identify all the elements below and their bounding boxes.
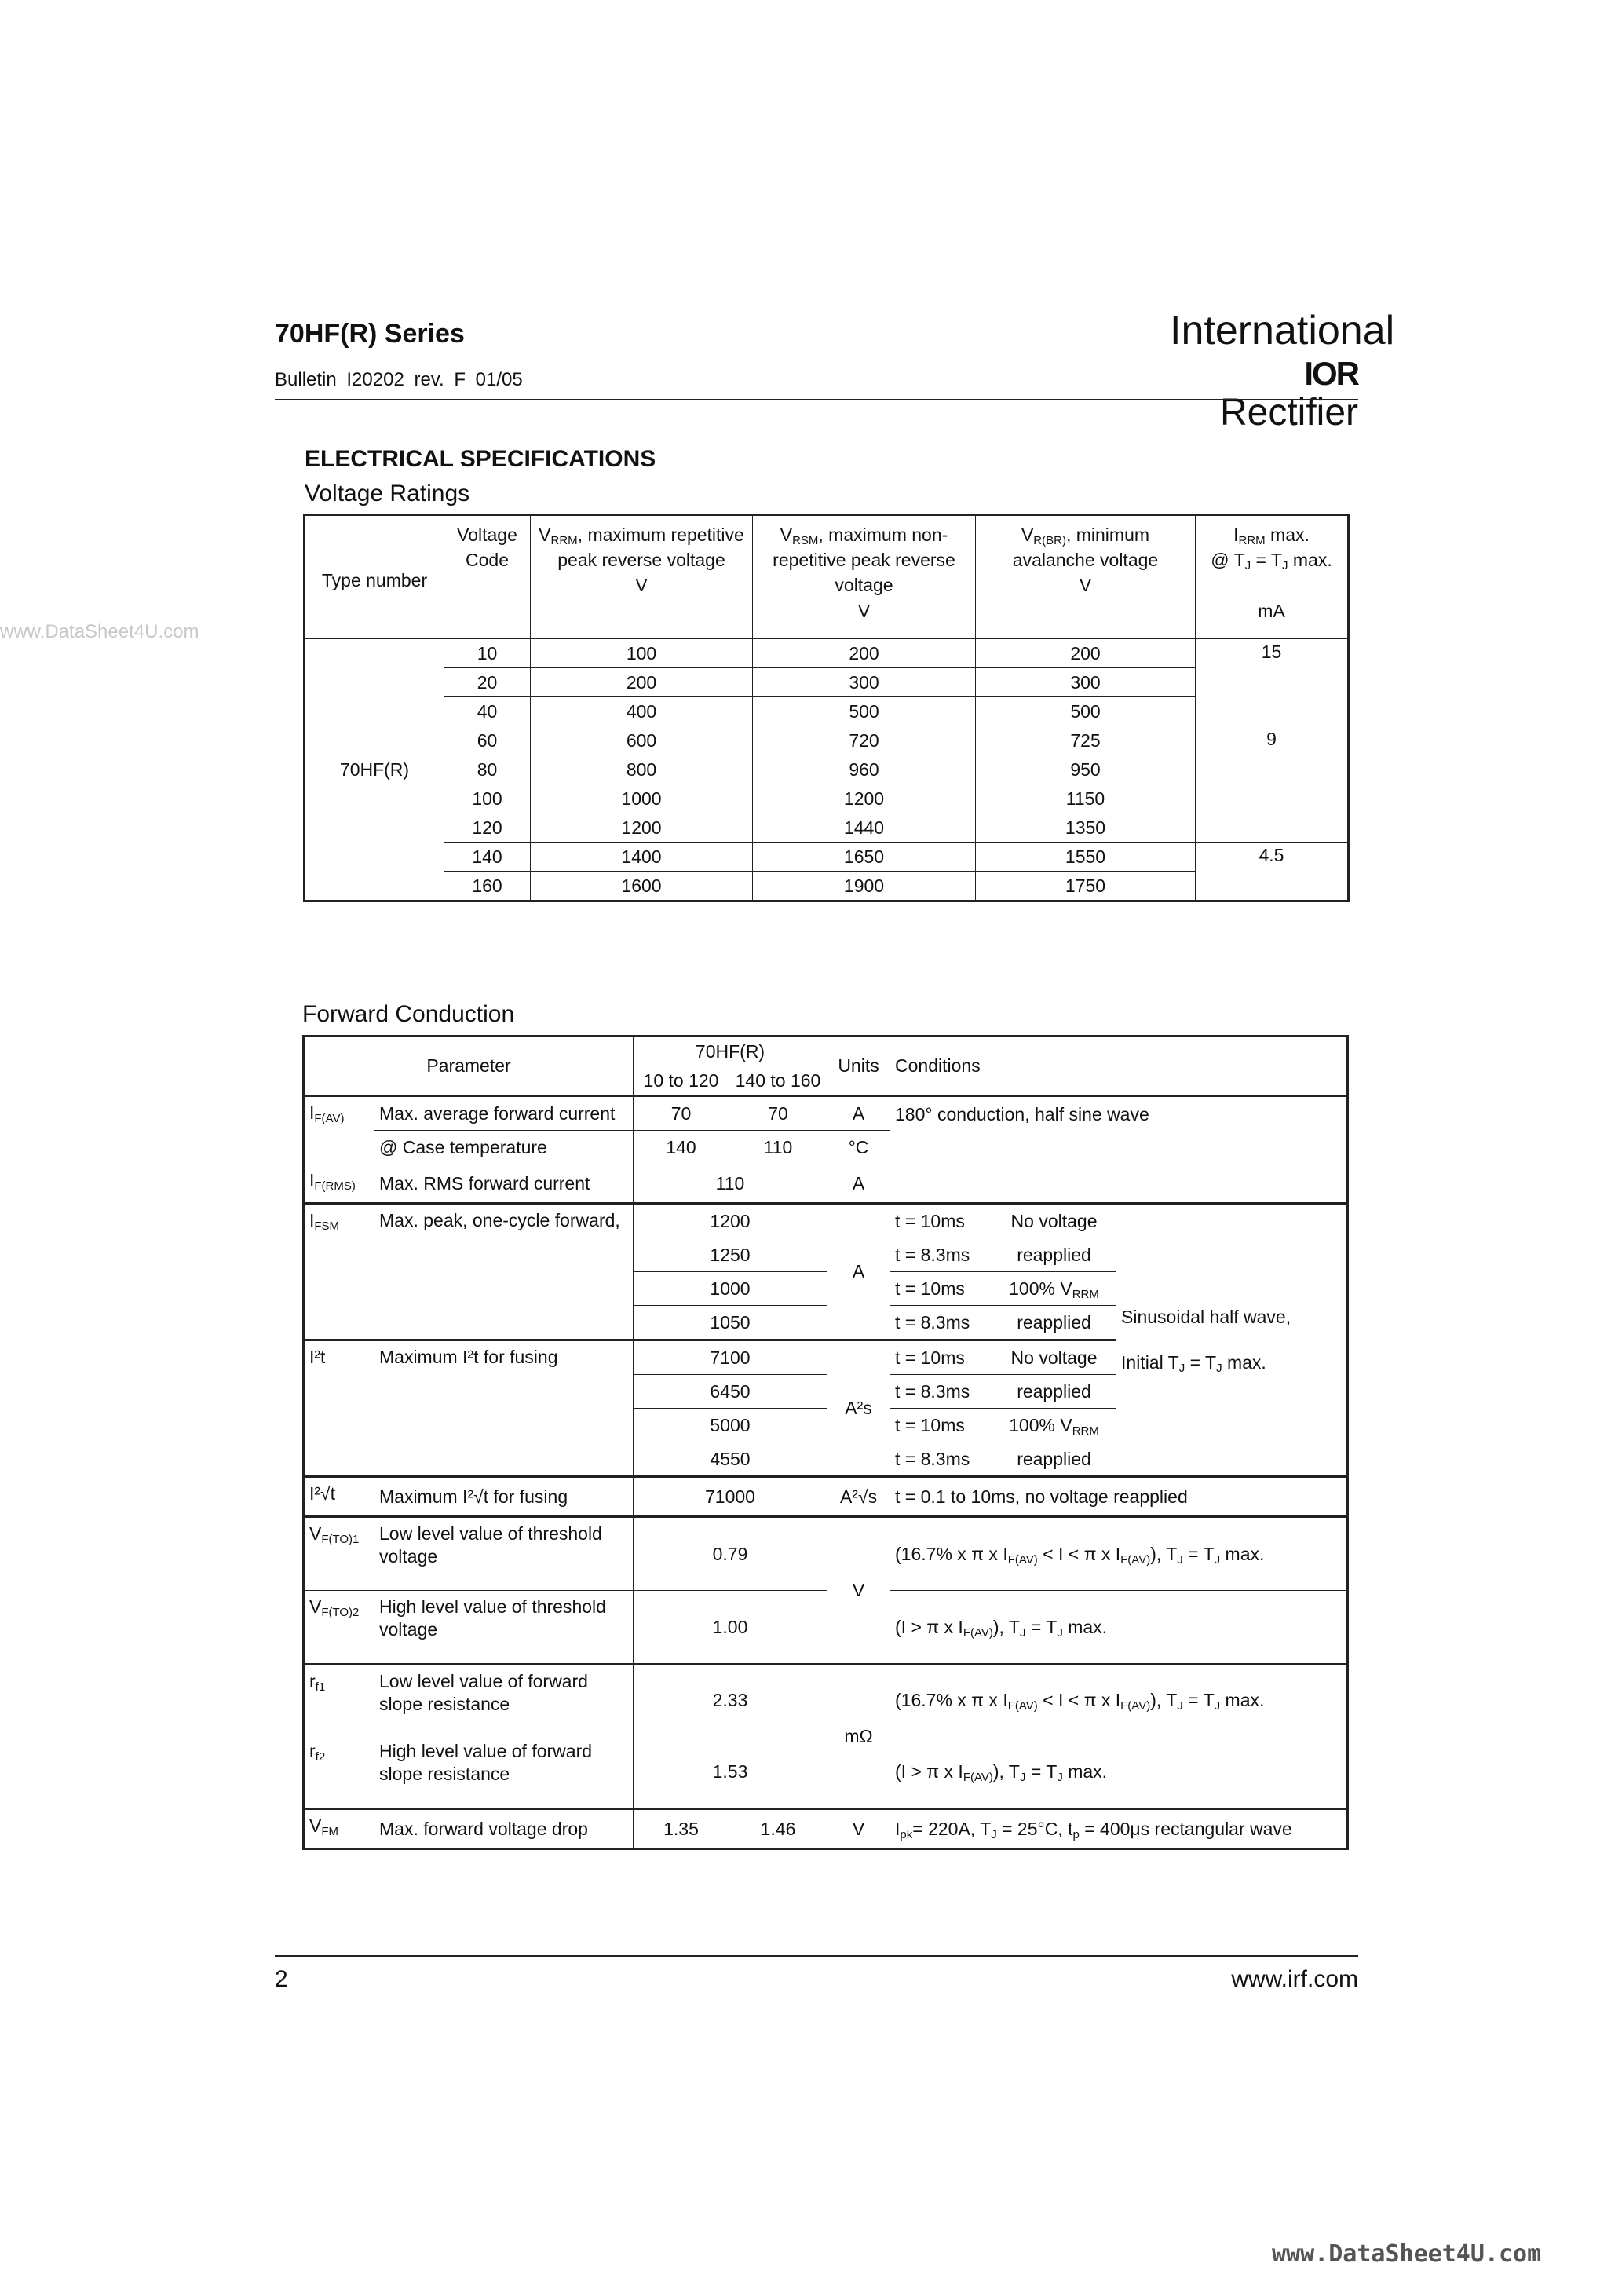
sym-vfto2: $V_{F(TO)2}$ (304, 1591, 374, 1665)
sym-rf1: $r_{f1}$ (304, 1665, 374, 1735)
forward-conduction-title: Forward Conduction (302, 1001, 515, 1027)
website-link[interactable]: www.irf.com (1231, 1966, 1358, 1992)
logo-mark: IOR (1304, 355, 1358, 392)
col-conditions: Conditions (890, 1036, 1348, 1096)
forward-conduction-table: Parameter 70HF(R) Units Conditions 10 to 120 140 to 160 $I_{F(AV)}$ Max. average forward current 70 70 A 180° conduction, half sine wave @ Case temperature 140 110 °C $I_{F(RMS)}$ Max. RMS forward current 110 A $I_{FSM}$ Max. peak, one-cycle forward, 1200 A t = 10ms No voltage Sinusoidal half wave, Initial $T_J = T_J$ max. 1250 t = 8.3ms reapplied 1000 t = 10ms 100% $V_{RRM}$ 1050 t = 8.3ms reapplied I²t Maximum I²t for fusing 7100 A²s t = 10ms No voltage 6450 t = 8.3ms reapplied 5000 t = 10ms 100% $V_{RRM}$ 4550 t = 8.3ms reapplied I²√t Maximum I²√t for fusing 71000 A²√s t = 0.1 to 10ms, no voltage reapplied $V_{F(TO)1}$ Low level value of threshold voltage 0.79 V (16.7% x π x $I_{F(AV)} < I < \pi$ x $I_{F(AV)}$), $T_J = T_J$ max. $V_{F(TO)2}$ High level value of threshold voltage 1.00 (I > π x $I_{F(AV)}$), $T_J = T_J$ max. $r_{f1}$ Low level value of forward slope resistance 2.33 mΩ (16.7% x π x $I_{F(AV)} < I < \pi$ x $I_{F(AV)}$), $T_J = T_J$ max. $r_{f2}$ High level value of forward slope resistance 1.53 (I > π x $I_{F(AV)}$), $T_J = T_J$ max. $V_{FM}$ Max. forward voltage drop 1.35 1.46 V $I_{pk}= 220A$, $T_J = 25^\circ C$, $t_p = 400\mu s$ rectangular wave (302, 1035, 1349, 1850)
logo-line2 (1170, 353, 1358, 433)
irrm-value: 15 (1196, 639, 1349, 726)
table-row: 160 1600 1900 1750 (305, 872, 1349, 901)
table-row: 40 400 500 500 (305, 697, 1349, 726)
section-title: ELECTRICAL SPECIFICATIONS (305, 446, 656, 472)
table-row: 60 600 720 725 9 (305, 726, 1349, 755)
col-vrsm: $V_{RSM}$, maximum non-repetitive peak reverse voltage V (753, 515, 976, 639)
col-type-number: Type number (305, 515, 444, 639)
sym-vfm: $V_{FM}$ (304, 1809, 374, 1849)
voltage-ratings-title: Voltage Ratings (305, 481, 470, 506)
series-title: 70HF(R) Series (275, 319, 465, 349)
sym-if-av: $I_{F(AV)}$ (304, 1096, 374, 1164)
sym-ifsm: $I_{FSM}$ (304, 1204, 374, 1340)
col-parameter: Parameter (304, 1036, 634, 1096)
table-row: 140 1400 1650 1550 4.5 (305, 843, 1349, 872)
footer-divider (275, 1955, 1358, 1957)
sym-vfto1: $V_{F(TO)1}$ (304, 1517, 374, 1591)
col-vrrm: $V_{RRM}$, maximum repetitive peak reverse voltage V (531, 515, 753, 639)
company-logo (1170, 308, 1395, 433)
irrm-value: 4.5 (1196, 843, 1349, 901)
col-voltage-code: Voltage Code (444, 515, 531, 639)
voltage-ratings-table (303, 514, 1350, 902)
logo-line1: International (1170, 308, 1395, 353)
watermark-bottom: www.DataSheet4U.com (1272, 2240, 1542, 2268)
col-vrbr: $V_{R(BR)}$, minimum avalanche voltage V (976, 515, 1196, 639)
col-range1: 10 to 120 (634, 1066, 729, 1096)
bulletin-line: Bulletin I20202 rev. F 01/05 (275, 369, 523, 390)
table-row: 100 1000 1200 1150 (305, 784, 1349, 813)
sym-i2t: I²t (304, 1340, 374, 1477)
table-row: 70HF(R) 10 100 200 200 15 (305, 639, 1349, 668)
logo-line2-text: Rectifier (1219, 392, 1358, 433)
table-row: 80 800 960 950 (305, 755, 1349, 784)
sym-rf2: $r_{f2}$ (304, 1735, 374, 1809)
col-device: 70HF(R) (634, 1036, 827, 1066)
col-units: Units (827, 1036, 890, 1096)
sym-if-rms: $I_{F(RMS)}$ (304, 1164, 374, 1204)
sym-i2sqrt-t: I²√t (304, 1477, 374, 1517)
col-range2: 140 to 160 (729, 1066, 827, 1096)
irrm-value: 9 (1196, 726, 1349, 843)
watermark-left: www.DataSheet4U.com (0, 621, 199, 642)
header-divider (275, 399, 1358, 400)
col-irrm: $I_{RRM}$ max. @ $T_J = T_J$ max. mA (1196, 515, 1349, 639)
page-number: 2 (275, 1966, 288, 1992)
type-number-cell: 70HF(R) (305, 639, 444, 901)
table-row: 120 1200 1440 1350 (305, 813, 1349, 843)
table-row: 20 200 300 300 (305, 668, 1349, 697)
